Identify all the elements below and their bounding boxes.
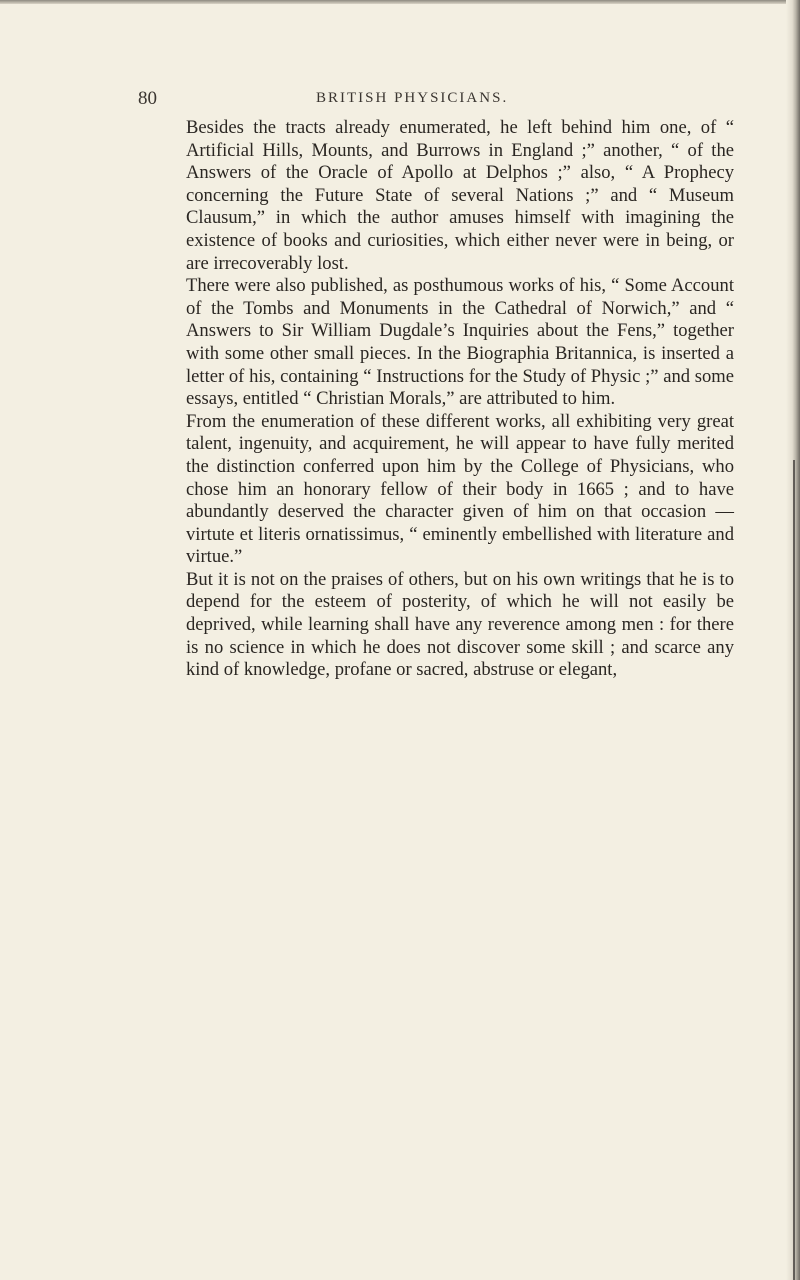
running-head: BRITISH PHYSICIANS.: [316, 90, 509, 106]
page-top-edge: [0, 0, 800, 4]
page-spine-edge: [786, 0, 800, 1280]
paragraph-3: From the enumeration of these different works, all exhibiting very great talent, ingenuity, and acquirement, he will appear to have fully merited the distinction conferred upon him by the College of Physicians, who chose him an honorary fellow of their body in 1665 ; and to have abundantly deserved the character given of him on that occasion —virtute et literis ornatissimus, “ eminently embellished with literature and virtue.”: [186, 410, 734, 568]
paragraph-4: But it is not on the praises of others, but on his own writings that he is to depend for the esteem of posterity, of which he will not easily be deprived, while learning shall have any reverence among men : for there is no science in which he does not discover some skill ; and scarce any kind of knowledge, profane or sacred, abstruse or elegant,: [186, 568, 734, 681]
page-header: [138, 88, 738, 112]
page-number: 80: [138, 88, 157, 109]
paragraph-2: There were also published, as posthumous works of his, “ Some Account of the Tombs and Monuments in the Cathedral of Norwich,” and “ Answers to Sir William Dugdale’s Inquiries about the Fens,” together with some other small pieces. In the Biographia Britannica, is inserted a letter of his, containing “ Instructions for the Study of Physic ;” and some essays, entitled “ Christian Morals,” are attributed to him.: [186, 275, 734, 410]
body-text: [186, 117, 734, 682]
paragraph-1: Besides the tracts already enumerated, he left behind him one, of “ Artificial Hills, Mounts, and Burrows in England ;” another, “ of the Answers of the Oracle of Apollo at Delphos ;” also, “ A Prophecy concerning the Future State of several Nations ;” and “ Museum Clausum,” in which the author amuses himself with imagining the existence of books and curiosities, which either never were in being, or are irrecoverably lost.: [186, 117, 734, 274]
